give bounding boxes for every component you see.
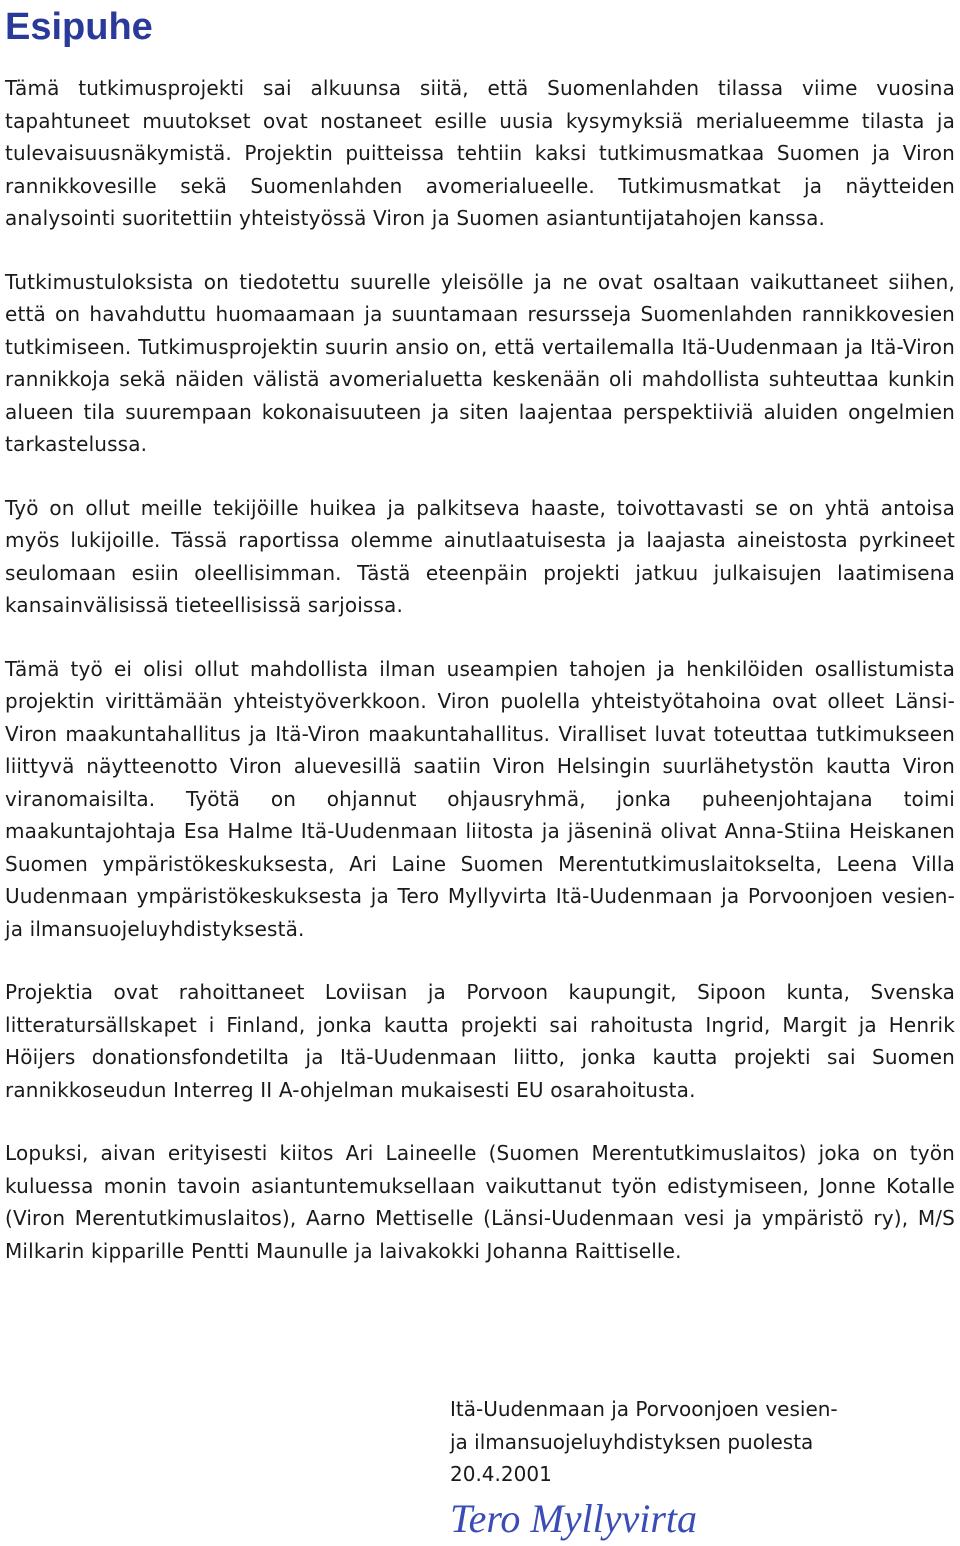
body-text (5, 72, 955, 1267)
document-page (5, 0, 955, 1267)
signature-block (450, 1393, 950, 1544)
signature-organization-line-1: Itä-Uudenmaan ja Porvoonjoen vesien- (450, 1397, 838, 1421)
signature-name: Tero Myllyvirta (450, 1495, 698, 1541)
signature-organization-line-2: ja ilmansuojeluyhdistyksen puolesta (450, 1429, 814, 1454)
paragraph-cooperation: Tämä työ ei olisi ollut mahdollista ilman useampien tahojen ja henkilöiden osallistumista projektin virittämään yhteistyöverkkoon. Viron puolella yhteistyötahoina ovat olleet Länsi-Viron maakuntahallitus ja Itä-Viron maakuntahallitus. Viralliset luvat toteuttaa tutkimukseen liittyvä näytteenotto Viron aluevesillä saatiin Viron Helsingin suurlähetystön kautta Viron viranomaisilta. Työtä on ohjannut ohjausryhmä, jonka puheenjohtajana toimi maakuntajohtaja Esa Halme Itä-Uudenmaan liitosta ja jäseninä olivat Anna-Stiina Heiskanen Suomen ympäristökeskuksesta, Ari Laine Suomen Merentutkimuslaitokselta, Leena Villa Uudenmaan ympäristökeskuksesta ja Tero Myllyvirta Itä-Uudenmaan ja Porvoonjoen vesien- ja ilmansuojeluyhdistyksestä. (5, 656, 955, 941)
paragraph-intro: Tämä tutkimusprojekti sai alkuunsa siitä, että Suomenlahden tilassa viime vuosina tapahtuneet muutokset ovat nostaneet esille uusia kysymyksiä merialueemme tilasta ja tulevaisuusnäkymistä. Projektin puitteissa tehtiin kaksi tutkimusmatkaa Suomen ja Viron rannikkovesille sekä Suomenlahden avomerialueelle. Tutkimusmatkat ja näytteiden analysointi suoritettiin yhteistyössä Viron ja Suomen asiantuntijatahojen kanssa. (5, 76, 955, 230)
page-title: Esipuhe (5, 6, 153, 48)
paragraph-funding: Projektia ovat rahoittaneet Loviisan ja Porvoon kaupungit, Sipoon kunta, Svenska litteratursällskapet i Finland, jonka kautta projekti sai rahoitusta Ingrid, Margit ja Henrik Höijers donationsfondetilta ja Itä-Uudenmaan liitto, jonka kautta projekti sai Suomen rannikkoseudun Interreg II A-ohjelman mukaisesti EU osarahoitusta. (5, 980, 955, 1102)
signature-date: 20.4.2001 (450, 1462, 552, 1486)
paragraph-thanks: Lopuksi, aivan erityisesti kiitos Ari Laineelle (Suomen Merentutkimuslaitos) joka on työn kuluessa monin tavoin asiantuntemuksellaan vaikuttanut työn edistymiseen, Jonne Kotalle (Viron Merentutkimuslaitos), Aarno Mettiselle (Länsi-Uudenmaan vesi ja ympäristö ry), M/S Milkarin kipparille Pentti Maunulle ja laivakokki Johanna Raittiselle. (5, 1141, 955, 1263)
paragraph-results: Tutkimustuloksista on tiedotettu suurelle yleisölle ja ne ovat osaltaan vaikuttaneet siihen, että on havahduttu huomaamaan ja suuntamaan resursseja Suomenlahden rannikkovesien tutkimiseen. Tutkimusprojektin suurin ansio on, että vertailemalla Itä-Uudenmaan ja Itä-Viron rannikkoja sekä näiden välistä avomerialuetta keskenään oli mahdollista suhteuttaa kunkin alueen tila suurempaan kokonaisuuteen ja siten laajentaa perspektiiviä aluiden ongelmien tarkastelussa. (5, 269, 955, 456)
paragraph-challenge: Työ on ollut meille tekijöille huikea ja palkitseva haaste, toivottavasti se on yhtä antoisa myös lukijoille. Tässä raportissa olemme ainutlaatuisesta ja laajasta aineistosta pyrkineet seulomaan esiin oleellisimman. Tästä eteenpäin projekti jatkuu julkaisujen laatimisena kansainvälisissä tieteellisissä sarjoissa. (5, 495, 955, 617)
